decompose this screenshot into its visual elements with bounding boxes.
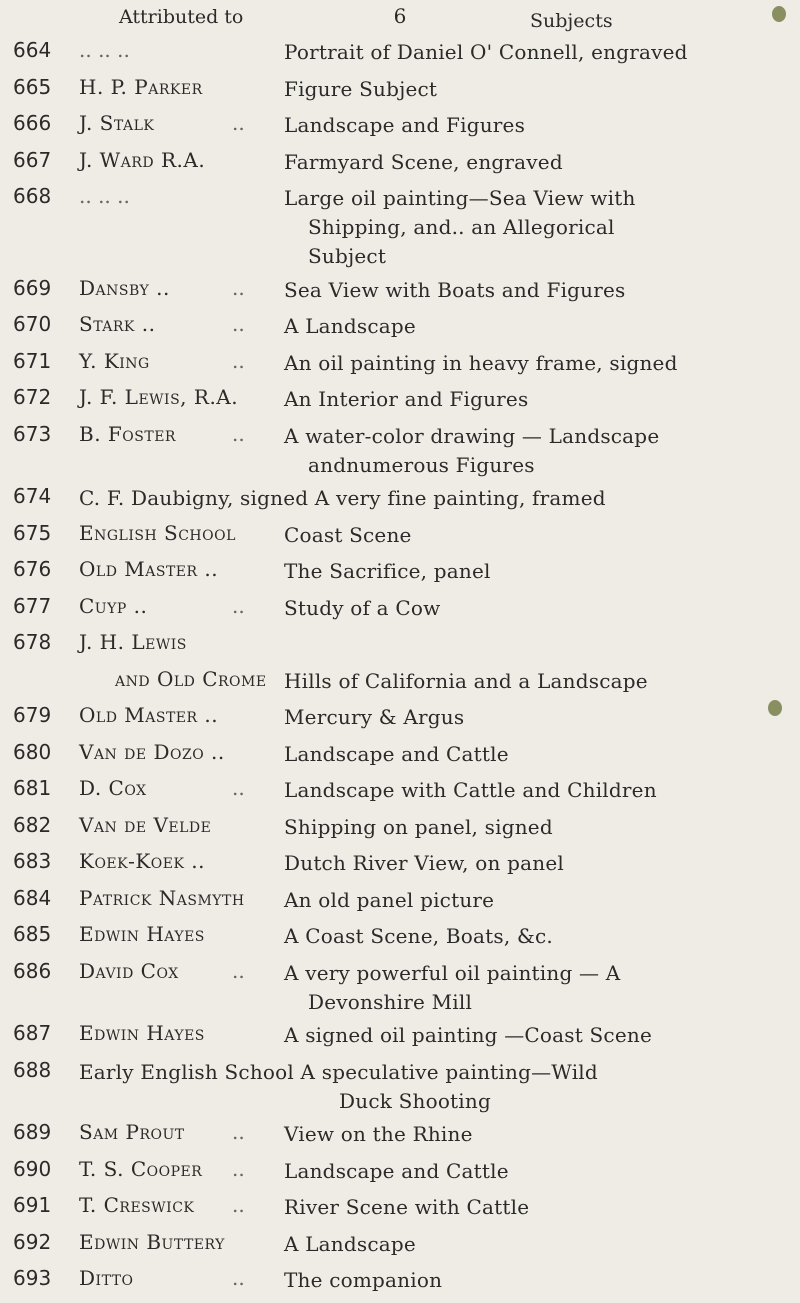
- artist-name: [79, 521, 236, 545]
- lot-number: 678: [13, 630, 52, 654]
- subject-text: [284, 385, 745, 414]
- artist-label: Y. King: [79, 348, 150, 373]
- subject-text: [284, 38, 745, 67]
- artist-label: Edwin Hayes: [79, 922, 205, 946]
- artist-name: [79, 557, 218, 581]
- artist-label: D. Cox: [79, 776, 147, 800]
- subject-line: An old panel picture: [284, 887, 495, 912]
- artist-name: [79, 886, 245, 910]
- subject-text: [284, 776, 745, 805]
- subject-line: Farmyard Scene, engraved: [284, 149, 563, 174]
- list-item: [0, 1021, 800, 1053]
- subject-text: [284, 849, 745, 878]
- subject-text: [284, 557, 745, 586]
- lot-number: 664: [13, 38, 52, 62]
- leader-dots: ..: [232, 776, 245, 800]
- subject-text: [284, 184, 745, 271]
- subject-line: Landscape and Cattle: [284, 1158, 509, 1183]
- artist-name: [79, 703, 218, 727]
- lot-number: 685: [13, 922, 52, 946]
- list-item: [0, 1193, 800, 1225]
- list-item: [0, 422, 800, 480]
- list-item: [0, 740, 800, 772]
- artist-label: and Old Crome: [115, 666, 267, 691]
- subject-line: Sea View with Boats and Figures: [284, 277, 626, 302]
- leader-dots: ..: [232, 421, 245, 446]
- list-item: [0, 111, 800, 143]
- margin-stain-middle: [768, 700, 782, 716]
- subject-text: [284, 630, 745, 659]
- artist-label: T. S. Cooper: [79, 1156, 203, 1181]
- artist-label: Van de Dozo ..: [79, 739, 225, 764]
- artist-label: T. Creswick: [79, 1193, 195, 1217]
- list-item: [0, 276, 800, 308]
- artist-label: J. F. Lewis, R.A.: [79, 385, 239, 409]
- margin-stain-top: [772, 6, 786, 22]
- lot-number: 671: [13, 348, 52, 373]
- leader-dots: ..: [232, 1156, 245, 1181]
- subject-line: Large oil painting—Sea View with: [284, 186, 636, 210]
- subject-text: [284, 1021, 745, 1050]
- lot-number: 693: [13, 1266, 52, 1290]
- lot-number: 684: [13, 885, 52, 910]
- subject-text: [284, 1120, 745, 1149]
- list-item: [0, 312, 800, 344]
- subject-line: A very powerful oil painting — A: [284, 960, 621, 985]
- subject-text: [284, 959, 745, 1017]
- subject-text: [284, 422, 745, 480]
- subject-text: [284, 886, 745, 915]
- entry-list: [0, 38, 800, 1303]
- subject-line: The Sacrifice, panel: [284, 559, 491, 583]
- list-item: [0, 385, 800, 417]
- full-entry-continuation: Duck Shooting: [339, 1088, 491, 1113]
- full-entry-line: Early English School A speculative painting—Wild: [79, 1059, 598, 1084]
- subject-line: An oil painting in heavy frame, signed: [284, 350, 678, 375]
- subject-text: [284, 1157, 745, 1186]
- artist-name: [79, 1120, 185, 1144]
- artist-label: Edwin Buttery: [79, 1229, 225, 1254]
- artist-name: [79, 849, 205, 873]
- subject-text: [284, 276, 745, 305]
- lot-number: 677: [13, 593, 52, 618]
- list-item: [0, 484, 800, 516]
- artist-name: [79, 776, 147, 800]
- artist-name: [79, 922, 205, 946]
- list-item: [0, 776, 800, 808]
- artist-label: Sam Prout: [79, 1120, 185, 1144]
- lot-number: 688: [13, 1057, 52, 1082]
- subject-text: [284, 1193, 745, 1222]
- subject-line: Landscape and Cattle: [284, 741, 509, 766]
- column-header-attributed: Attributed to: [119, 6, 244, 28]
- list-item: [0, 1266, 800, 1298]
- lot-number: 674: [13, 484, 52, 508]
- artist-name: [79, 594, 147, 618]
- subject-line: Portrait of Daniel O' Connell, engraved: [284, 40, 688, 64]
- subject-line: A Landscape: [284, 314, 416, 338]
- subject-text: [284, 111, 745, 140]
- subject-line: Study of a Cow: [284, 595, 441, 620]
- artist-name: [79, 385, 238, 409]
- list-item: [0, 813, 800, 845]
- lot-number: 692: [13, 1229, 52, 1254]
- subject-text: [284, 349, 745, 378]
- leader-dots: ..: [232, 1193, 245, 1217]
- leader-dots: ..: [232, 958, 245, 983]
- list-item: [0, 75, 800, 107]
- artist-name: [79, 312, 155, 336]
- subject-text: [284, 1266, 745, 1295]
- artist-label: J. Stalk: [79, 111, 155, 135]
- lot-number: 673: [13, 421, 52, 446]
- lot-number: 666: [13, 111, 52, 135]
- subject-line: Mercury & Argus: [284, 705, 465, 729]
- artist-name: [79, 630, 187, 654]
- leader-dots: ..: [232, 348, 245, 373]
- artist-label: Koek-Koek ..: [79, 849, 206, 873]
- leader-dots: .. .. ..: [79, 184, 130, 208]
- leader-dots: ..: [232, 1266, 245, 1290]
- list-item: [0, 557, 800, 589]
- artist-label: Old Master ..: [79, 557, 219, 581]
- lot-number: 665: [13, 74, 52, 99]
- artist-label: Ditto: [79, 1266, 134, 1290]
- artist-name: [79, 1193, 194, 1217]
- artist-label: Dansby ..: [79, 275, 170, 300]
- artist-label: B. Foster: [79, 421, 176, 446]
- artist-name: [79, 111, 154, 135]
- lot-number: 672: [13, 385, 52, 409]
- lot-number: 670: [13, 312, 52, 336]
- artist-name: [79, 1230, 225, 1254]
- list-item: [0, 667, 800, 699]
- subject-text: [284, 703, 745, 732]
- leader-dots: .. .. ..: [79, 38, 130, 62]
- artist-name: [115, 667, 267, 691]
- lot-number: 669: [13, 275, 52, 300]
- lot-number: 683: [13, 849, 52, 873]
- artist-label: J. Ward R.A.: [79, 147, 206, 172]
- artist-name: [79, 1157, 202, 1181]
- leader-dots: ..: [232, 111, 245, 135]
- list-item: [0, 959, 800, 1017]
- lot-number: 686: [13, 958, 52, 983]
- subject-line: A Coast Scene, Boats, &c.: [284, 924, 553, 948]
- list-item: [0, 1058, 800, 1116]
- list-item: [0, 1120, 800, 1152]
- list-item: [0, 148, 800, 180]
- list-item: [0, 886, 800, 918]
- lot-number: 680: [13, 739, 52, 764]
- list-item: [0, 184, 800, 271]
- subject-text: [284, 312, 745, 341]
- subject-line: A signed oil painting —Coast Scene: [284, 1023, 652, 1047]
- subject-line: View on the Rhine: [284, 1122, 473, 1146]
- artist-name: [79, 1021, 205, 1045]
- leader-dots: ..: [232, 275, 245, 300]
- artist-name: [79, 1266, 133, 1290]
- lot-number: 687: [13, 1021, 52, 1045]
- lot-number: 690: [13, 1156, 52, 1181]
- lot-number: 679: [13, 703, 52, 727]
- subject-line: Hills of California and a Landscape: [284, 668, 648, 693]
- lot-number: 676: [13, 557, 52, 581]
- artist-label: Old Master ..: [79, 703, 219, 727]
- lot-number: 681: [13, 776, 52, 800]
- subject-text: [284, 922, 745, 951]
- lot-number: 691: [13, 1193, 52, 1217]
- list-item: [0, 922, 800, 954]
- lot-number: 682: [13, 812, 52, 837]
- list-item: [0, 594, 800, 626]
- artist-name: [79, 813, 211, 837]
- artist-name: [79, 75, 203, 99]
- subject-line: A Landscape: [284, 1231, 416, 1256]
- subject-text: [284, 75, 745, 104]
- subject-line: Dutch River View, on panel: [284, 851, 565, 875]
- artist-name: [79, 148, 205, 172]
- artist-label: Patrick Nasmyth: [79, 885, 245, 910]
- list-item: [0, 849, 800, 881]
- list-item: [0, 703, 800, 735]
- list-item: [0, 38, 800, 70]
- leader-dots: ..: [232, 1120, 245, 1144]
- subject-line: A water-color drawing — Landscape: [284, 423, 660, 448]
- subject-line: Shipping, and.. an Allegorical: [308, 215, 615, 239]
- subject-line: Landscape and Figures: [284, 113, 526, 137]
- artist-label: English School: [79, 520, 236, 545]
- artist-label: David Cox: [79, 958, 179, 983]
- artist-label: Stark ..: [79, 312, 156, 336]
- artist-label: J. H. Lewis: [79, 630, 187, 654]
- leader-dots: ..: [232, 312, 245, 336]
- subject-line: andnumerous Figures: [308, 452, 535, 477]
- subject-line: Devonshire Mill: [308, 989, 473, 1014]
- subject-text: [284, 813, 745, 842]
- full-entry-text: [79, 1058, 745, 1116]
- subject-text: [284, 521, 745, 550]
- artist-label: Edwin Hayes: [79, 1021, 205, 1045]
- full-entry-line: C. F. Daubigny, signed A very fine painting, framed: [79, 486, 606, 510]
- subject-line: Coast Scene: [284, 522, 412, 547]
- subject-text: [284, 1230, 745, 1259]
- lot-number: 689: [13, 1120, 52, 1144]
- artist-name: [79, 740, 225, 764]
- leader-dots: ..: [232, 593, 245, 618]
- subject-line: An Interior and Figures: [284, 387, 529, 411]
- subject-line: Subject: [308, 244, 387, 268]
- column-header-subjects: Subjects: [530, 10, 613, 32]
- artist-name: [79, 276, 170, 300]
- subject-text: [284, 148, 745, 177]
- page-number: 6: [393, 4, 407, 28]
- artist-label: H. P. Parker: [79, 74, 203, 99]
- artist-name: [79, 349, 150, 373]
- list-item: [0, 1230, 800, 1262]
- subject-line: Landscape with Cattle and Children: [284, 778, 657, 802]
- list-item: [0, 521, 800, 553]
- subject-text: [284, 740, 745, 769]
- artist-name: [79, 422, 176, 446]
- subject-line: River Scene with Cattle: [284, 1195, 530, 1219]
- subject-line: Figure Subject: [284, 76, 438, 101]
- artist-label: Cuyp ..: [79, 593, 148, 618]
- subject-text: [284, 594, 745, 623]
- subject-line: The companion: [284, 1268, 443, 1292]
- subject-line: Shipping on panel, signed: [284, 814, 553, 839]
- artist-name: [79, 959, 179, 983]
- list-item: [0, 1157, 800, 1189]
- subject-text: [284, 667, 745, 696]
- list-item: [0, 349, 800, 381]
- full-entry-text: [79, 484, 745, 513]
- lot-number: 667: [13, 147, 52, 172]
- lot-number: 668: [13, 184, 52, 208]
- lot-number: 675: [13, 520, 52, 545]
- artist-label: Van de Velde: [79, 812, 212, 837]
- list-item: [0, 630, 800, 662]
